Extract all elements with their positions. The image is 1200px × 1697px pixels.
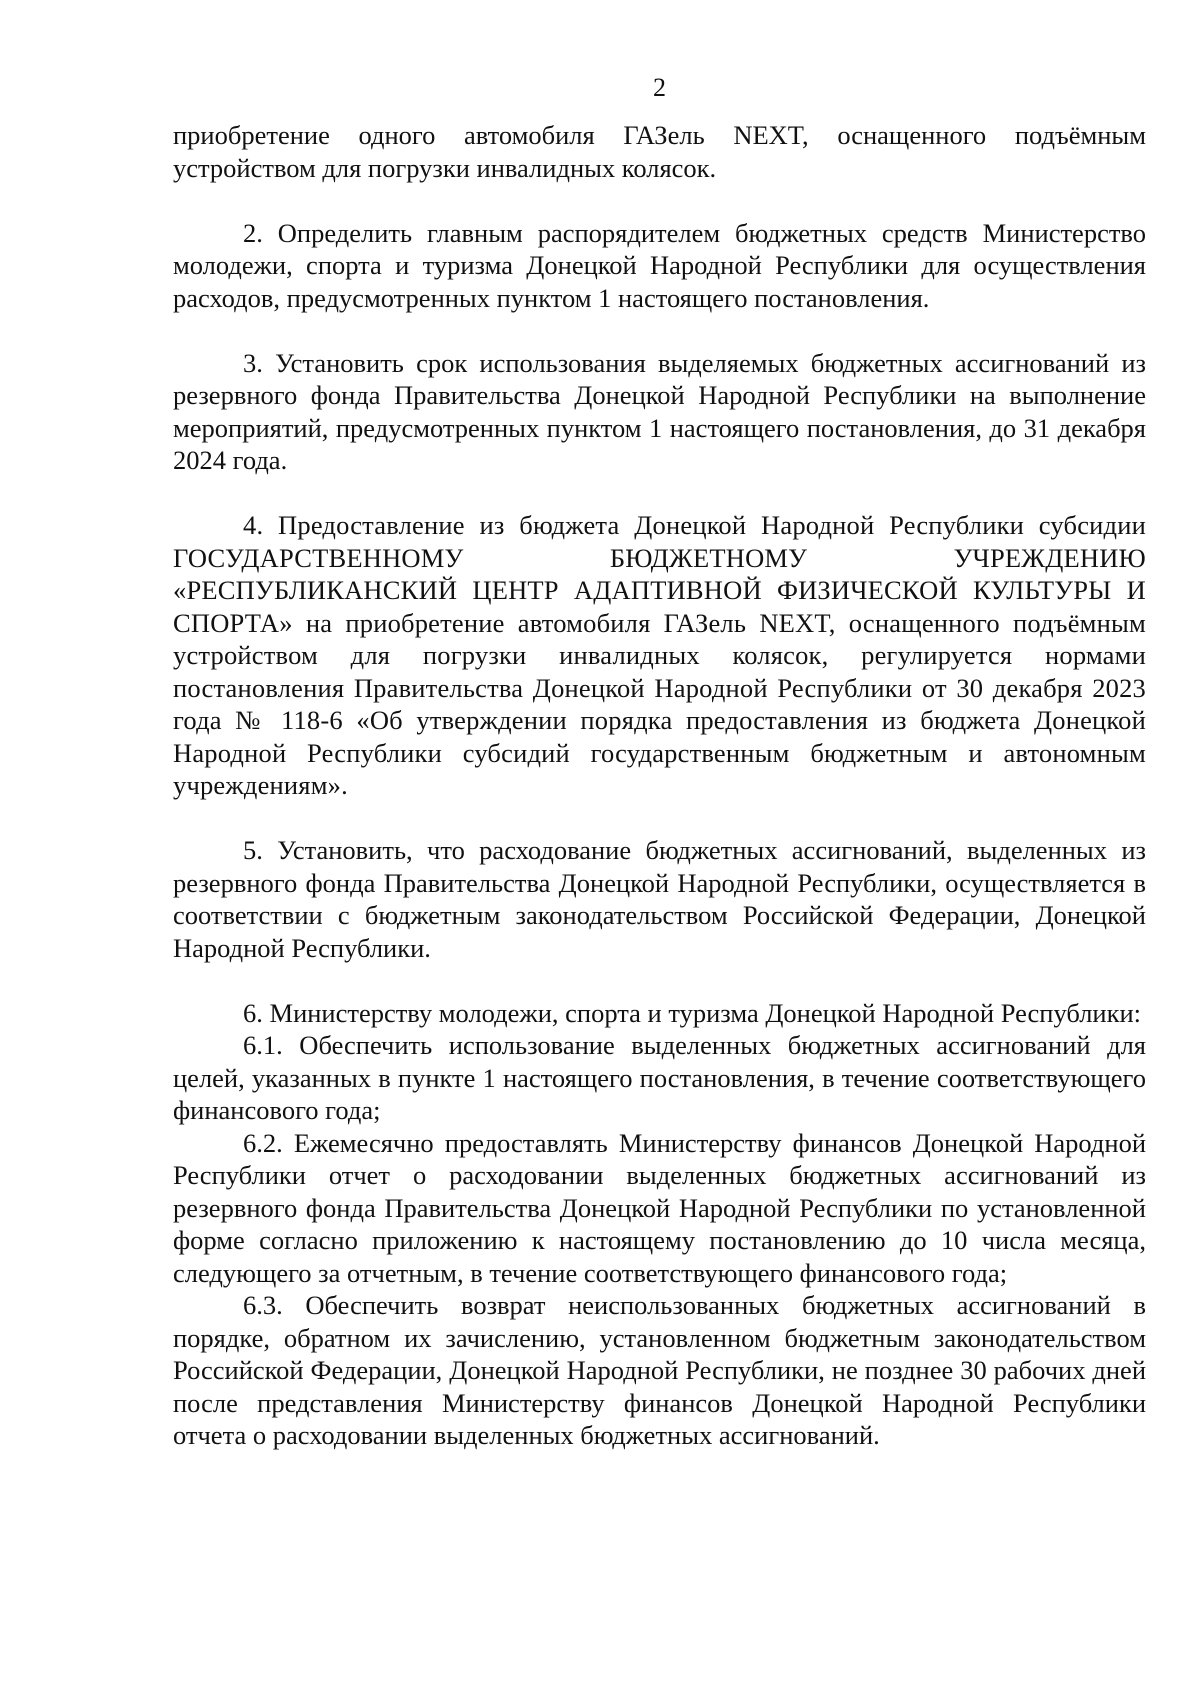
- paragraph-5: 5. Установить, что расходование бюджетных ассигнований, выделенных из резервного фонда Правительства Донецкой Народной Республики, осуществляется в соответствии с бюджетным законодательством Российской Федерации, Донецкой Народной Республики.: [173, 835, 1146, 963]
- page-number: 2: [653, 73, 666, 102]
- paragraph-4: 4. Предоставление из бюджета Донецкой Народной Республики субсидии ГОСУДАРСТВЕННОМУ БЮДЖЕТНОМУ УЧРЕЖДЕНИЮ «РЕСПУБЛИКАНСКИЙ ЦЕНТР АДАПТИВНОЙ ФИЗИЧЕСКОЙ КУЛЬТУРЫ И СПОРТА» на приобретение автомобиля ГАЗель NEXT, оснащенного подъёмным устройством для погрузки инвалидных колясок, регулируется нормами постановления Правительства Донецкой Народной Республики от 30 декабря 2023 года № 118-6 «Об утверждении порядка предоставления из бюджета Донецкой Народной Республики субсидий государственным бюджетным и автономным учреждениям».: [173, 510, 1146, 800]
- paragraph-2: 2. Определить главным распорядителем бюджетных средств Министерство молодежи, спорта и туризма Донецкой Народной Республики для осуществления расходов, предусмотренных пунктом 1 настоящего постановления.: [173, 217, 1146, 313]
- document-body: [173, 119, 1146, 1452]
- paragraph-6-1: 6.1. Обеспечить использование выделенных бюджетных ассигнований для целей, указанных в пункте 1 настоящего постановления, в течение соответствующего финансового года;: [173, 1030, 1146, 1125]
- paragraph-6: 6. Министерству молодежи, спорта и туризма Донецкой Народной Республики:: [243, 997, 1142, 1028]
- paragraph-3: 3. Установить срок использования выделяемых бюджетных ассигнований из резервного фонда Правительства Донецкой Народной Республики на выполнение мероприятий, предусмотренных пунктом 1 настоящего постановления, до 31 декабря 2024 года.: [173, 347, 1146, 475]
- paragraph-6-3: 6.3. Обеспечить возврат неиспользованных бюджетных ассигнований в порядке, обратном их зачислению, установленном бюджетным законодательством Российской Федерации, Донецкой Народной Республики, не позднее 30 рабочих дней после представления Министерству финансов Донецкой Народной Республики отчета о расходовании выделенных бюджетных ассигнований.: [173, 1290, 1146, 1450]
- paragraph-6-2: 6.2. Ежемесячно предоставлять Министерству финансов Донецкой Народной Республики отчет о расходовании выделенных бюджетных ассигнований из резервного фонда Правительства Донецкой Народной Республики по установленной форме согласно приложению к настоящему постановлению до 10 числа месяца, следующего за отчетным, в течение соответствующего финансового года;: [173, 1127, 1146, 1288]
- paragraph-1-continuation: приобретение одного автомобиля ГАЗель NEXT, оснащенного подъёмным устройством для погрузки инвалидных колясок.: [173, 120, 1146, 183]
